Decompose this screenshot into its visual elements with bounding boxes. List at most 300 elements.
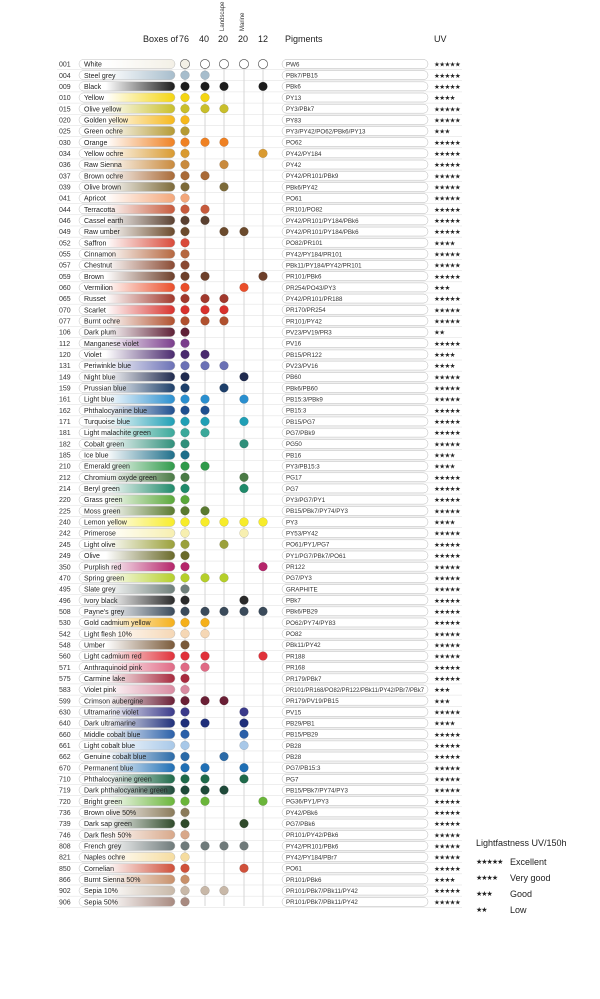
uv-rating: ★★★★★	[434, 741, 461, 750]
box-dot	[201, 294, 210, 303]
box-dot	[181, 171, 190, 180]
pigment-text: PB15/PR122	[286, 351, 322, 359]
box-dot	[259, 149, 268, 158]
pigment-pill	[282, 160, 428, 169]
lightfastness-legend	[476, 838, 567, 918]
box-dot	[220, 573, 229, 582]
box-dot	[201, 573, 210, 582]
color-row	[57, 71, 462, 81]
col-header-20-marine: 20	[238, 34, 249, 44]
pigment-text: PG7	[286, 485, 299, 493]
uv-rating: ★★★★	[434, 94, 455, 103]
box-dot	[181, 104, 190, 113]
box-dot	[201, 696, 210, 705]
box-dot	[181, 138, 190, 147]
color-name: Turquoise blue	[84, 419, 131, 427]
pigment-pill	[282, 194, 428, 203]
color-name: Anthraquinoid pink	[84, 664, 142, 672]
color-row	[57, 663, 462, 673]
box-dot	[181, 819, 190, 828]
color-code: 640	[59, 720, 71, 728]
color-row	[57, 774, 462, 784]
color-name: Raw umber	[84, 229, 120, 237]
pigment-text: PY42/PBk6	[286, 809, 318, 817]
pigment-pill	[282, 60, 428, 69]
pigment-text: PG7/PB15:3	[286, 765, 321, 773]
uv-rating: ★★★★★	[434, 563, 461, 572]
box-dot	[181, 115, 190, 124]
box-dot	[181, 305, 190, 314]
uv-rating: ★★★★★	[434, 418, 461, 427]
uv-rating: ★★★★★	[434, 797, 461, 806]
color-code: 149	[59, 374, 71, 382]
uv-rating: ★★★★★	[434, 71, 461, 80]
uv-rating: ★★★★★	[434, 540, 461, 549]
box-dot	[181, 182, 190, 191]
uv-rating: ★★★★★	[434, 295, 461, 304]
color-name: Ultramarine violet	[84, 709, 139, 717]
box-dot	[181, 339, 190, 348]
uv-rating: ★★★	[434, 697, 450, 706]
box-dot	[220, 518, 229, 527]
box-dot	[181, 573, 190, 582]
box-dot	[181, 797, 190, 806]
uv-rating: ★★★★★	[434, 842, 461, 851]
uv-rating: ★★★★★	[434, 898, 461, 907]
box-header-circle	[239, 59, 248, 68]
color-row	[57, 350, 462, 360]
color-name: Sepia 50%	[84, 899, 118, 907]
box-dot	[181, 629, 190, 638]
color-row	[57, 462, 462, 472]
box-dot	[220, 227, 229, 236]
uv-rating: ★★★★★	[434, 429, 461, 438]
color-code: 162	[59, 407, 71, 415]
color-code: 212	[59, 474, 71, 482]
pigment-text: PBk11/PY42	[286, 642, 321, 650]
color-name: Payne's grey	[84, 608, 125, 616]
box-dot	[220, 607, 229, 616]
color-row	[57, 674, 462, 684]
color-name: Black	[84, 83, 102, 91]
color-row	[57, 238, 462, 248]
color-code: 542	[59, 631, 71, 639]
pigment-text: PBk7	[286, 597, 301, 605]
pigment-text: PR122	[286, 564, 305, 572]
color-name: Burnt ochre	[84, 318, 121, 326]
box-dot	[181, 149, 190, 158]
pigment-pill	[282, 372, 428, 381]
box-dot	[181, 205, 190, 214]
pigment-text: PR179/PBk7	[286, 675, 322, 683]
color-code: 720	[59, 798, 71, 806]
uv-rating: ★★★★★	[434, 552, 461, 561]
color-name: Gold cadmium yellow	[84, 620, 151, 628]
color-name: Emerald green	[84, 463, 130, 471]
box-dot	[181, 830, 190, 839]
color-row	[57, 562, 462, 572]
color-name: Night blue	[84, 374, 116, 382]
box-dot	[181, 652, 190, 661]
pigment-text: PR101/PY42	[286, 318, 322, 326]
uv-rating: ★★★★★	[434, 831, 461, 840]
color-code: 112	[59, 340, 71, 348]
box-dot	[240, 529, 249, 538]
pigment-text: PO62/PY74/PY83	[286, 619, 336, 627]
box-dot	[201, 719, 210, 728]
pigment-pill	[282, 82, 428, 91]
uv-rating: ★★★★★	[434, 60, 461, 69]
color-row	[57, 428, 462, 438]
color-row	[57, 629, 462, 639]
box-dot	[220, 842, 229, 851]
color-row	[57, 696, 462, 706]
color-code: 583	[59, 687, 71, 695]
box-dot	[240, 842, 249, 851]
box-dot	[259, 272, 268, 281]
color-code: 242	[59, 530, 71, 538]
uv-header: UV	[434, 34, 447, 44]
box-dot	[181, 417, 190, 426]
color-row	[57, 182, 462, 192]
color-code: 044	[59, 206, 71, 214]
box-dot	[181, 707, 190, 716]
uv-rating: ★★★★★	[434, 786, 461, 795]
pigment-text: PG7/PBk6	[286, 820, 315, 828]
color-name: Cobalt green	[84, 441, 125, 449]
box-dot	[181, 875, 190, 884]
color-name: Chestnut	[84, 262, 113, 270]
box-dot	[181, 283, 190, 292]
color-code: 866	[59, 877, 71, 885]
box-dot	[240, 763, 249, 772]
box-dot	[201, 71, 210, 80]
pigment-text: PY42/PY184/PBr7	[286, 854, 337, 862]
color-name: Yellow ochre	[84, 150, 124, 158]
box-dot	[220, 104, 229, 113]
uv-rating: ★★★★★	[434, 630, 461, 639]
box-header-circle	[200, 59, 209, 68]
color-name: Dark flesh 50%	[84, 832, 132, 840]
box-dot	[240, 607, 249, 616]
uv-rating: ★★★★★	[434, 395, 461, 404]
uv-rating: ★★★★★	[434, 496, 461, 505]
legend-label: Excellent	[510, 857, 547, 867]
box-dot	[181, 551, 190, 560]
box-dot	[201, 797, 210, 806]
color-row	[57, 618, 462, 628]
color-row	[57, 249, 462, 259]
pigment-pill	[282, 339, 428, 348]
uv-rating: ★★★★★	[434, 261, 461, 270]
boxes-of-label: Boxes of	[143, 34, 179, 44]
pigment-pill	[282, 473, 428, 482]
pigment-text: PO61/PY1/PG7	[286, 541, 330, 549]
color-row	[57, 830, 462, 840]
color-code: 902	[59, 888, 71, 896]
uv-rating: ★★★★★	[434, 853, 461, 862]
color-name: French grey	[84, 843, 122, 851]
color-code: 041	[59, 195, 71, 203]
pigment-text: PR101/PR168/PO82/PR122/PBk11/PY42/PBr7/PBk7	[286, 686, 425, 694]
box-dot	[181, 506, 190, 515]
box-dot	[181, 808, 190, 817]
color-name: Moss green	[84, 508, 121, 516]
color-code: 821	[59, 854, 71, 862]
box-dot	[181, 473, 190, 482]
color-name: Bright green	[84, 798, 123, 806]
pigment-text: PBk6/PB29	[286, 608, 318, 616]
color-code: 161	[59, 396, 71, 404]
box-dot	[201, 506, 210, 515]
box-dot	[220, 540, 229, 549]
box-dot	[181, 640, 190, 649]
pigment-text: PY13	[286, 94, 302, 102]
pigment-text: PY42/PR101/PY184/PBk6	[286, 228, 359, 236]
box-dot	[181, 238, 190, 247]
color-name: White	[84, 61, 102, 69]
box-dot	[240, 395, 249, 404]
uv-rating: ★★★★★	[434, 529, 461, 538]
box-dot	[201, 272, 210, 281]
uv-rating: ★★★★★	[434, 663, 461, 672]
box-dot	[201, 104, 210, 113]
legend-row	[476, 854, 567, 870]
pigment-text: GRAPHITE	[286, 586, 318, 594]
pigment-pill	[282, 517, 428, 526]
color-name: Dark phthalocyanine green	[84, 787, 168, 795]
color-code: 662	[59, 754, 71, 762]
color-row	[57, 439, 462, 449]
color-code: 530	[59, 620, 71, 628]
box-dot	[181, 585, 190, 594]
uv-rating: ★★★★★	[434, 406, 461, 415]
uv-rating: ★★★★★	[434, 384, 461, 393]
color-row	[57, 484, 462, 494]
pigment-text: PY3/PBk7	[286, 106, 315, 114]
box-dot	[181, 719, 190, 728]
box-dot	[201, 886, 210, 895]
pigment-text: PV16	[286, 340, 302, 348]
color-code: 182	[59, 441, 71, 449]
box-dot	[181, 462, 190, 471]
color-row	[57, 607, 462, 617]
box-dot	[201, 171, 210, 180]
uv-rating: ★★★★★	[434, 339, 461, 348]
color-name: Dark ultramarine	[84, 720, 136, 728]
box-dot	[201, 607, 210, 616]
box-dot	[181, 864, 190, 873]
box-dot	[181, 596, 190, 605]
color-row	[57, 372, 462, 382]
color-row	[57, 707, 462, 717]
box-dot	[181, 518, 190, 527]
color-name: Chromium oxyde green	[84, 474, 157, 482]
color-code: 220	[59, 497, 71, 505]
pigment-text: PY1/PG7/PBk7/PO61	[286, 552, 346, 560]
uv-rating: ★★★★★	[434, 674, 461, 683]
pigment-text: PY42	[286, 161, 302, 169]
color-row	[57, 115, 462, 125]
box-dot	[201, 462, 210, 471]
color-code: 240	[59, 519, 71, 527]
box-dot	[240, 417, 249, 426]
color-code: 599	[59, 698, 71, 706]
uv-rating: ★★★★★	[434, 473, 461, 482]
color-code: 030	[59, 139, 71, 147]
color-code: 159	[59, 385, 71, 393]
pigment-pill	[282, 93, 428, 102]
color-code: 670	[59, 765, 71, 773]
color-name: Olive brown	[84, 184, 121, 192]
color-row	[57, 797, 462, 807]
uv-rating: ★★★★★	[434, 887, 461, 896]
color-name: Light cadmium red	[84, 653, 142, 661]
color-name: Brown ochre	[84, 173, 124, 181]
color-name: Cinnamon	[84, 251, 116, 259]
box-dot	[201, 518, 210, 527]
box-dot	[201, 842, 210, 851]
uv-rating: ★★★★★	[434, 652, 461, 661]
box-dot	[240, 283, 249, 292]
box-dot	[201, 305, 210, 314]
pigment-text: PR170/PR254	[286, 307, 326, 315]
box-dot	[201, 428, 210, 437]
color-name: Brown	[84, 273, 104, 281]
color-row	[57, 763, 462, 773]
box-dot	[201, 786, 210, 795]
pigment-pill	[282, 596, 428, 605]
color-row	[57, 596, 462, 606]
uv-rating: ★★★★★	[434, 764, 461, 773]
color-row	[57, 216, 462, 226]
color-row	[57, 82, 462, 92]
color-row	[57, 640, 462, 650]
uv-rating: ★★★	[434, 686, 450, 695]
color-name: Lemon yellow	[84, 519, 127, 527]
pigment-text: PB15/PBk7/PY74/PY3	[286, 508, 348, 516]
uv-rating: ★★★★	[434, 362, 455, 371]
color-code: 185	[59, 452, 71, 460]
uv-rating: ★★★	[434, 127, 450, 136]
pigment-text: PY42/PR101/PR188	[286, 295, 343, 303]
color-code: 004	[59, 72, 71, 80]
box-dot	[181, 730, 190, 739]
box-dot	[240, 439, 249, 448]
pigment-pill	[282, 484, 428, 493]
box-dot	[181, 160, 190, 169]
uv-rating: ★★★★	[434, 876, 455, 885]
color-name: Burnt Sienna 50%	[84, 877, 141, 885]
color-name: Cassel earth	[84, 217, 124, 225]
box-dot	[181, 395, 190, 404]
color-code: 736	[59, 809, 71, 817]
box-dot	[259, 82, 268, 91]
pigment-text: PB15/PB29	[286, 731, 318, 739]
uv-rating: ★★★	[434, 284, 450, 292]
legend-stars: ★★★	[476, 891, 492, 898]
color-name: Brown olive 50%	[84, 809, 137, 817]
color-code: 249	[59, 553, 71, 561]
uv-rating: ★★★★★	[434, 574, 461, 583]
color-row	[57, 495, 462, 505]
color-code: 055	[59, 251, 71, 259]
pigment-text: PR254/PO43/PY3	[286, 284, 336, 292]
pigment-text: PR101/PBk6	[286, 273, 322, 281]
color-name: Steel grey	[84, 72, 116, 80]
pigment-text: PV15	[286, 709, 302, 717]
box-dot	[201, 406, 210, 415]
color-row	[57, 227, 462, 237]
box-dot	[181, 752, 190, 761]
box-dot	[181, 842, 190, 851]
uv-rating: ★★★★★	[434, 373, 461, 382]
pigment-text: PR188	[286, 653, 305, 661]
box-dot	[220, 138, 229, 147]
color-name: Prussian blue	[84, 385, 127, 393]
color-code: 906	[59, 899, 71, 907]
uv-rating: ★★★★★	[434, 619, 461, 628]
color-name: Light olive	[84, 541, 116, 549]
pigment-text: PY42/PY184/PR101	[286, 251, 343, 259]
color-code: 025	[59, 128, 71, 136]
color-row	[57, 283, 462, 293]
box-dot	[201, 317, 210, 326]
uv-rating: ★★★★★	[434, 708, 461, 717]
color-code: 495	[59, 586, 71, 594]
box-dot	[181, 350, 190, 359]
box-dot	[240, 596, 249, 605]
color-name: Raw Sienna	[84, 162, 122, 170]
pigment-text: PO62	[286, 139, 302, 147]
color-name: Light flesh 10%	[84, 631, 132, 639]
box-dot	[181, 663, 190, 672]
color-name: Umber	[84, 642, 106, 650]
uv-rating: ★★★★★	[434, 596, 461, 605]
color-row	[57, 450, 462, 460]
color-row	[57, 361, 462, 371]
box-dot	[181, 853, 190, 862]
box-dot	[181, 786, 190, 795]
pigment-text: PO61	[286, 865, 302, 873]
color-code: 560	[59, 653, 71, 661]
color-code: 009	[59, 83, 71, 91]
pigment-text: PG7/PBk9	[286, 430, 315, 438]
pigment-pill	[282, 864, 428, 873]
color-code: 046	[59, 217, 71, 225]
color-code: 850	[59, 865, 71, 873]
pigment-pill	[282, 774, 428, 783]
uv-rating: ★★★★★	[434, 730, 461, 739]
pigment-text: PR179/PV19/PB15	[286, 698, 339, 706]
box-dot	[240, 518, 249, 527]
color-row	[57, 339, 462, 349]
color-row	[57, 417, 462, 427]
legend-stars: ★★★★★	[476, 859, 503, 866]
col-header-12: 12	[258, 34, 269, 44]
uv-rating: ★★★★	[434, 351, 455, 360]
uv-rating: ★★★★★	[434, 161, 461, 170]
color-code: 131	[59, 363, 71, 371]
color-row	[57, 205, 462, 215]
color-code: 225	[59, 508, 71, 516]
box-dot	[240, 730, 249, 739]
pigment-pill	[282, 439, 428, 448]
color-row	[57, 718, 462, 728]
uv-rating: ★★★★★	[434, 306, 461, 315]
color-code: 746	[59, 832, 71, 840]
color-code: 575	[59, 675, 71, 683]
